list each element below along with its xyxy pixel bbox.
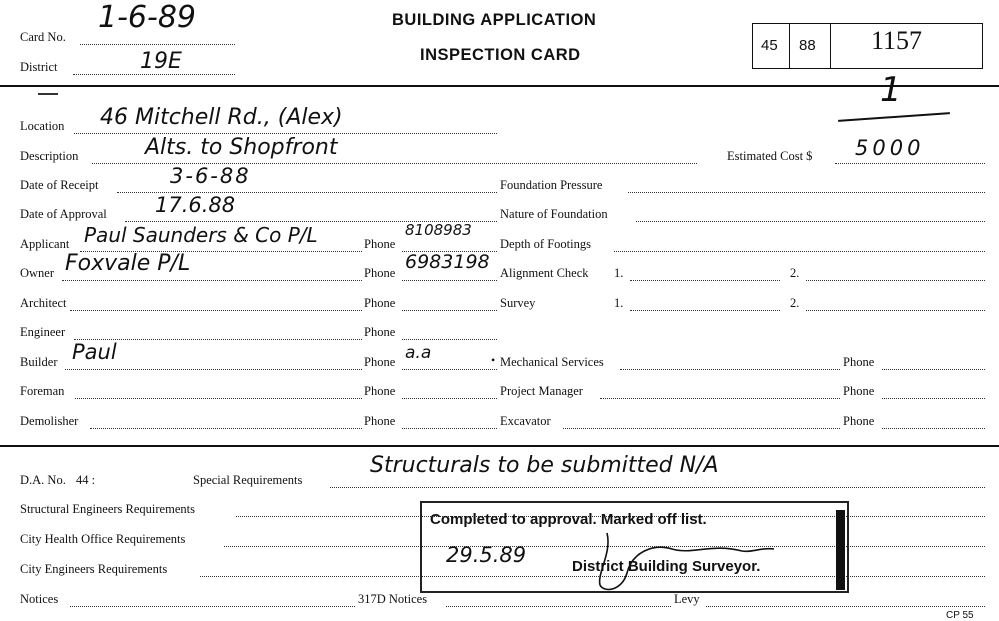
ref-suffix: 1 bbox=[880, 70, 902, 110]
structural-eng-label: Structural Engineers Requirements bbox=[20, 502, 195, 516]
survey-num1: 1. bbox=[614, 296, 624, 310]
owner-phone-label: Phone bbox=[364, 266, 396, 280]
district-label: District bbox=[20, 60, 58, 74]
stamp-date: 29.5.89 bbox=[446, 543, 527, 567]
foundation-pressure-line bbox=[628, 192, 985, 193]
foreman-phone-line bbox=[402, 398, 497, 399]
builder-value: Paul bbox=[72, 340, 117, 364]
alignment-check-label: Alignment Check bbox=[500, 266, 589, 280]
foundation-pressure-label: Foundation Pressure bbox=[500, 178, 603, 192]
owner-phone-line bbox=[402, 280, 497, 281]
levy-line bbox=[706, 606, 985, 607]
demolisher-line bbox=[90, 428, 362, 429]
owner-line bbox=[62, 280, 362, 281]
ref-code-2: 88 bbox=[799, 37, 816, 54]
card-no-label: Card No. bbox=[20, 30, 66, 44]
date-approval-value: 17.6.88 bbox=[155, 193, 236, 217]
builder-phone-line bbox=[402, 369, 497, 370]
builder-label: Builder bbox=[20, 355, 58, 369]
location-label: Location bbox=[20, 119, 65, 133]
section-divider bbox=[0, 445, 999, 447]
stamp-shadow bbox=[836, 510, 845, 590]
title-line1: BUILDING APPLICATION bbox=[392, 11, 597, 29]
survey-label: Survey bbox=[500, 296, 536, 310]
notices-317d-label: 317D Notices bbox=[358, 592, 428, 606]
estimated-cost-value: 5000 bbox=[855, 136, 925, 160]
engineer-line bbox=[74, 339, 362, 340]
special-req-value: Structurals to be submitted N/A bbox=[370, 453, 719, 478]
ref-code-1: 45 bbox=[761, 37, 778, 54]
ref-number: 1157 bbox=[871, 26, 923, 55]
applicant-phone-label: Phone bbox=[364, 237, 396, 251]
demolisher-phone-line bbox=[402, 428, 497, 429]
excavator-label: Excavator bbox=[500, 414, 551, 428]
engineer-phone-line bbox=[402, 339, 497, 340]
architect-phone-line bbox=[402, 310, 497, 311]
date-approval-label: Date of Approval bbox=[20, 207, 107, 221]
header-divider bbox=[0, 85, 999, 87]
description-label: Description bbox=[20, 149, 79, 163]
architect-label: Architect bbox=[20, 296, 67, 310]
special-req-line bbox=[330, 487, 985, 488]
title-line2: INSPECTION CARD bbox=[420, 46, 581, 64]
district-line bbox=[73, 74, 235, 75]
applicant-label: Applicant bbox=[20, 237, 70, 251]
district-value: 19E bbox=[140, 49, 182, 74]
alignment-line2 bbox=[806, 280, 985, 281]
reference-box bbox=[752, 23, 983, 69]
nature-foundation-line bbox=[636, 221, 985, 222]
notices-label: Notices bbox=[20, 592, 59, 606]
estimated-cost-label: Estimated Cost $ bbox=[727, 149, 813, 163]
mechanical-phone-line bbox=[882, 369, 985, 370]
architect-line bbox=[70, 310, 362, 311]
excavator-phone-label: Phone bbox=[843, 414, 875, 428]
city-eng-label: City Engineers Requirements bbox=[20, 562, 168, 576]
levy-label: Levy bbox=[674, 592, 700, 606]
ink-mark bbox=[38, 93, 58, 95]
owner-phone-value: 6983198 bbox=[405, 251, 490, 273]
excavator-line bbox=[563, 428, 840, 429]
owner-value: Foxvale P/L bbox=[65, 251, 191, 276]
form-code: CP 55 bbox=[946, 610, 974, 621]
applicant-value: Paul Saunders & Co P/L bbox=[84, 223, 318, 247]
excavator-phone-line bbox=[882, 428, 985, 429]
location-value: 46 Mitchell Rd., (Alex) bbox=[100, 105, 343, 130]
mechanical-phone-label: Phone bbox=[843, 355, 875, 369]
foreman-line bbox=[75, 398, 362, 399]
alignment-num1: 1. bbox=[614, 266, 624, 280]
estimated-cost-line bbox=[835, 163, 985, 164]
builder-phone-value: a.a bbox=[405, 343, 432, 363]
description-value: Alts. to Shopfront bbox=[145, 135, 338, 160]
depth-footings-label: Depth of Footings bbox=[500, 237, 591, 251]
stamp-line1: Completed to approval. Marked off list. bbox=[430, 511, 707, 528]
owner-label: Owner bbox=[20, 266, 55, 280]
foreman-phone-label: Phone bbox=[364, 384, 396, 398]
date-receipt-label: Date of Receipt bbox=[20, 178, 99, 192]
project-manager-label: Project Manager bbox=[500, 384, 583, 398]
card-no-value: 1-6-89 bbox=[98, 0, 196, 35]
depth-footings-line bbox=[614, 251, 985, 252]
completion-stamp bbox=[420, 501, 849, 593]
demolisher-phone-label: Phone bbox=[364, 414, 396, 428]
mechanical-label: Mechanical Services bbox=[500, 355, 604, 369]
stamp-line2: District Building Surveyor. bbox=[572, 558, 761, 575]
card-no-line bbox=[80, 44, 235, 45]
applicant-phone-value: 8108983 bbox=[405, 221, 472, 239]
ref-underline bbox=[838, 112, 950, 122]
nature-foundation-label: Nature of Foundation bbox=[500, 207, 608, 221]
project-manager-line bbox=[600, 398, 840, 399]
engineer-label: Engineer bbox=[20, 325, 66, 339]
mechanical-line bbox=[620, 369, 840, 370]
foreman-label: Foreman bbox=[20, 384, 65, 398]
demolisher-label: Demolisher bbox=[20, 414, 79, 428]
survey-line2 bbox=[806, 310, 985, 311]
alignment-num2: 2. bbox=[790, 266, 800, 280]
builder-line bbox=[65, 369, 362, 370]
location-line bbox=[74, 133, 497, 134]
architect-phone-label: Phone bbox=[364, 296, 396, 310]
signature-mark bbox=[422, 503, 847, 591]
survey-line1 bbox=[630, 310, 780, 311]
da-no-label: D.A. No. bbox=[20, 473, 66, 487]
survey-num2: 2. bbox=[790, 296, 800, 310]
project-manager-phone-label: Phone bbox=[843, 384, 875, 398]
notices-line bbox=[70, 606, 355, 607]
bullet-mark: • bbox=[491, 353, 496, 367]
city-health-label: City Health Office Requirements bbox=[20, 532, 186, 546]
date-receipt-value: 3-6-88 bbox=[170, 164, 251, 188]
alignment-line1 bbox=[630, 280, 780, 281]
engineer-phone-label: Phone bbox=[364, 325, 396, 339]
special-req-label: Special Requirements bbox=[193, 473, 303, 487]
da-no-value: 44 : bbox=[76, 473, 96, 487]
builder-phone-label: Phone bbox=[364, 355, 396, 369]
notices-317d-line bbox=[446, 606, 671, 607]
project-manager-phone-line bbox=[882, 398, 985, 399]
